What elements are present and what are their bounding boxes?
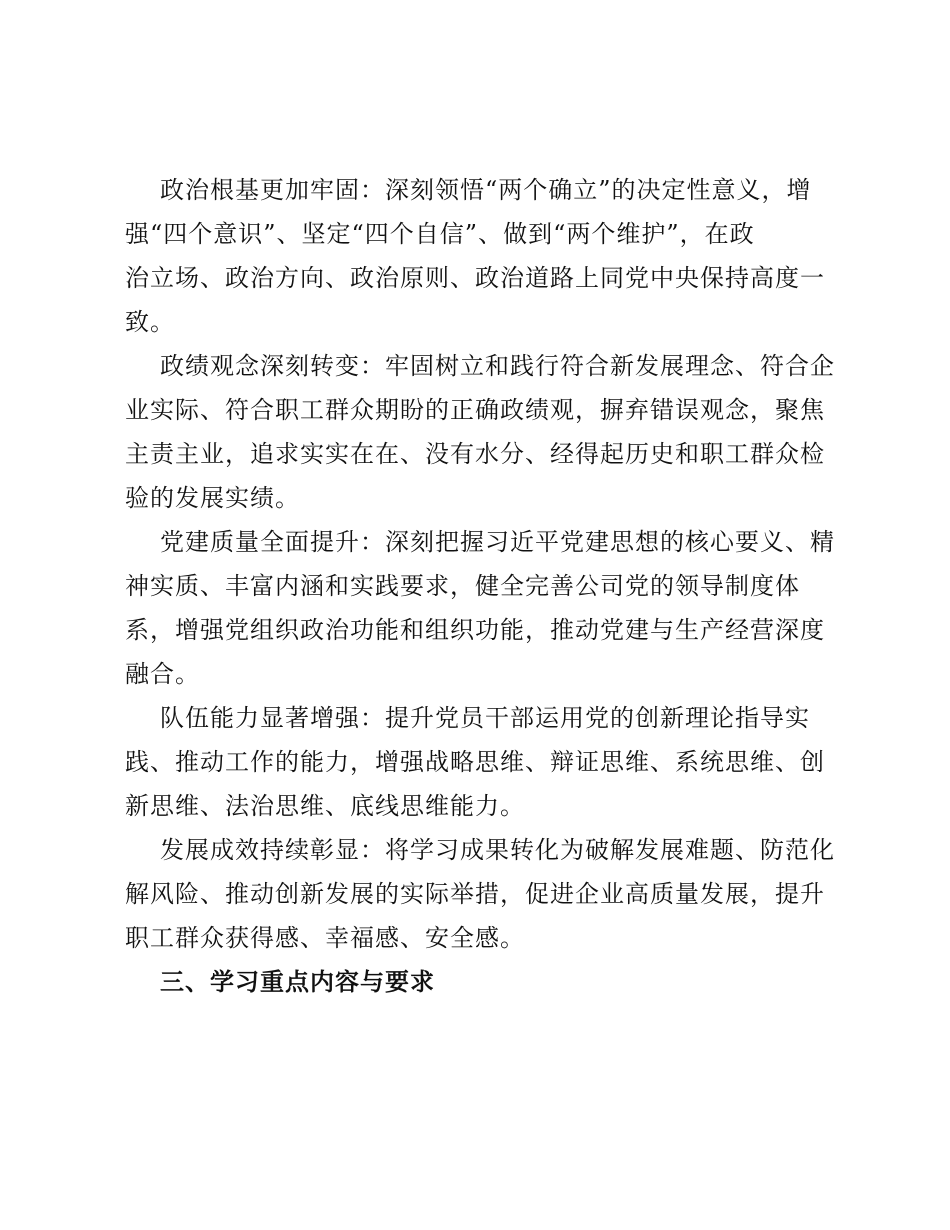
paragraph-team-capability: 队伍能力显著增强：提升党员干部运用党的创新理论指导实 践、推动工作的能力，增强战略思维、辩证思维、系统思维、创 新思维、法治思维、底线思维能力。: [125, 704, 825, 820]
paragraph-party-building: 党建质量全面提升：深刻把握习近平党建思想的核心要义、精 神实质、丰富内涵和实践要求，健全完善公司党的领导制度体 系，增强党组织政治功能和组织功能，推动党建与生产经营深度 融合。: [125, 528, 835, 688]
paragraph-development-results: 发展成效持续彰显：将学习成果转化为破解发展难题、防范化 解风险、推动创新发展的实际举措，促进企业高质量发展，提升 职工群众获得感、幸福感、安全感。: [125, 836, 835, 952]
paragraph-performance-view: 政绩观念深刻转变：牢固树立和践行符合新发展理念、符合企 业实际、符合职工群众期盼的正确政绩观，摒弃错误观念，聚焦 主责主业，追求实实在在、没有水分、经得起历史和职工群众检 验的发展实绩。: [125, 352, 835, 512]
paragraph-political-foundation: 政治根基更加牢固：深刻领悟“两个确立”的决定性意义，增 强“四个意识”、坚定“四个自信”、做到“两个维护”，在政 治立场、政治方向、政治原则、政治道路上同党中央保持高度一 致。: [125, 176, 825, 336]
document-body: [125, 168, 835, 1004]
section-heading: 三、学习重点内容与要求: [160, 968, 435, 996]
